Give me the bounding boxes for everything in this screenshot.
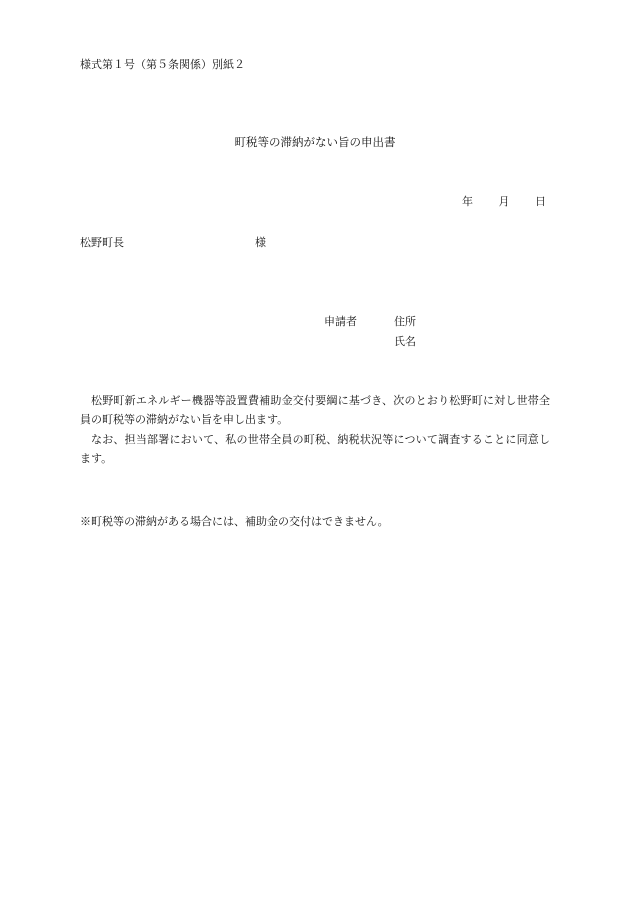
applicant-label: 申請者	[324, 315, 357, 328]
date-month-label: 月	[498, 195, 510, 208]
date-year-label: 年	[462, 195, 473, 208]
document-title: 町税等の滞納がない旨の申出書	[234, 135, 396, 149]
date-day-label: 日	[535, 195, 546, 208]
addressee-honorific: 様	[255, 236, 266, 249]
consent-paragraph: なお、担当部署において、私の世帯全員の町税、納税状況等について調査することに同意します。	[80, 433, 550, 465]
notice-note: ※町税等の滞納がある場合には、補助金の交付はできません。	[80, 515, 389, 528]
date-line	[462, 196, 546, 207]
form-number: 様式第１号（第５条関係）別紙２	[80, 58, 245, 71]
addressee: 松野町長	[80, 236, 124, 249]
applicant-address-label: 住所	[394, 315, 416, 328]
applicant-name-label: 氏名	[394, 335, 416, 348]
declaration-paragraph: 松野町新エネルギー機器等設置費補助金交付要綱に基づき、次のとおり松野町に対し世帯全員の町税等の滞納がない旨を申し出ます。	[80, 394, 550, 426]
